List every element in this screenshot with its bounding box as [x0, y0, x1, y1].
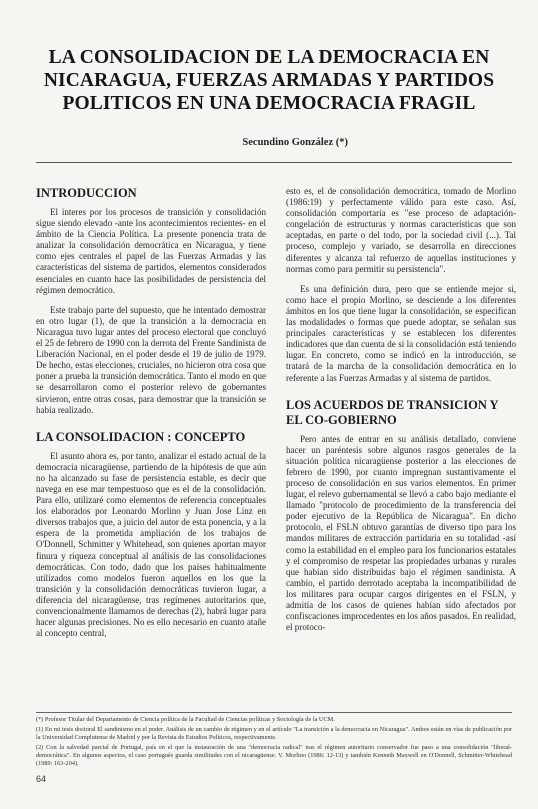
author-line: Secundino González (*): [242, 137, 348, 148]
paragraph: Pero antes de entrar en su análisis detallado, conviene hacer un paréntesis sobre algunos rasgos generales de la situación política nicaragüense posterior a las elecciones de febrero de 1990, por cuanto impregnan sustantivamente el proceso de consolidación en sus varios elementos. En primer lugar, el relevo gubernamental se llevó a cabo bajo mediante el llamado "protocolo de procedimiento de la transferencia del poder ejecutivo de la República de Nicaragua". En dicho protocolo, el FSLN obtuvo garantías de diverso tipo para los mandos militares de extracción partidaria en su totalidad -así como la estabilidad en el empleo para los funcionarios estatales y el compromiso de respetar las propiedades urbanas y rurales que habían sido distribuidas bajo el régimen sandinista. A cambio, el partido derrotado aceptaba la incompatibilidad de los militares para ocupar cargos dirigentes en el FSLN, y admitía de los casos de quienes habían sido afectados por confiscaciones improcedentes en los años pasados. En realidad, el protoco-: [286, 433, 516, 633]
section-heading-introduccion: INTRODUCCION: [36, 186, 137, 200]
footnote-2: (2) Con la salvedad parcial de Portugal, país en el que la instauración de una "democracia radical" tras el régimen autoritario conservador fue paso a una consolidación "liberal-democrática". En algunos aspectos, el caso portugués guarda similitudes con el nicaragüense. V. Morlino (1986: 12-13) y también Kenneth Maxwell en O'Donnell, Schmitter-Whitehead (1989: 163-204).: [36, 743, 512, 767]
footnote-1: (1) En mi tesis doctoral El sandinismo en el poder. Análisis de un cambio de régimen y en el artículo "La transición a la democracia en Nicaragua". Ambos están en vías de publicación por la Universidad Complutense de Madrid y por la Revista de Estudios Políticos, respectivamente.: [36, 725, 512, 741]
footnotes: [36, 716, 512, 769]
paragraph: Es una definición dura, pero que se entiende mejor si, como hace el propio Morlino, se desciende a los diferentes ámbitos en los que tiene lugar la consolidación, se especifican las modalidades o formas que puede adoptar, se señalan sus principales características y se establecen los diferentes indicadores que dan cuenta de si la consolidación está teniendo lugar. En concreto, como se indicó en la introducción, se tratará de la marcha de la consolidación democrática en lo referente a las Fuerzas Armadas y al sistema de partidos.: [286, 283, 516, 383]
section-heading-acuerdos: LOS ACUERDOS DE TRANSICION Y EL CO-GOBIERNO: [286, 397, 499, 427]
right-column: [286, 186, 516, 633]
section-heading-concepto: LA CONSOLIDACION : CONCEPTO: [36, 429, 246, 444]
footnote-author: (*) Profesor Titular del Departamento de Ciencia política de la Facultad de Ciencias políticas y Sociología de la UCM.: [36, 716, 335, 723]
left-column: [36, 186, 266, 639]
paragraph: El interes por los procesos de transición y consolidación sigue siendo elevado -ante los acontecimientos recientes- en el ámbito de la Ciencia Política. La presente ponencia trata de analizar la consolidación democrática en Nicaragua, y tiene como ejes centrales el papel de las Fuerzas Armadas y las características del sistema de partidos, elementos considerados esenciales en cuanto hace las posibilidades de persistencia del régimen democrático.: [36, 207, 266, 295]
footnote-rule: [36, 712, 512, 713]
paragraph: esto es, el de consolidación democrática, tomado de Morlino (1986:19) y perfectamente válido para este caso. Así, consolidación comportaría es "ese proceso de adaptación-congelación de estructuras y normas características que son aceptadas, en parte o del todo, por la sociedad civil (...). Tal proceso, complejo y variado, se desarrolla en direcciones diferentes y alcanza tal refuerzo de aquellas instituciones y normas como para permitir su persistencia".: [286, 186, 516, 274]
paragraph: Este trabajo parte del supuesto, que he intentado demostrar en otro lugar (1), de que la transición a la democracia en Nicaragua tuvo lugar antes del proceso electoral que concluyó el 25 de febrero de 1990 con la derrota del Frente Sandinista de Liberación Nacional, en el poder desde el 19 de julio de 1979. De hecho, estas elecciones, cruciales, no hicieron otra cosa que poner a prueba la transición democrática. Tanto el modo en que se desarrollaron como el posterior relevo de gobernantes sirvieron, entre otras cosas, para demostrar que la transición se había realizado.: [36, 304, 266, 415]
article-title: LA CONSOLIDACION DE LA DEMOCRACIA EN NICARAGUA, FUERZAS ARMADAS Y PARTIDOS POLITICOS EN UNA DEMOCRACIA FRAGIL: [43, 47, 495, 114]
page-number: 64: [36, 774, 47, 784]
header-rule: [36, 162, 512, 163]
paragraph: El asunto ahora es, por tanto, analizar el estado actual de la democracia nicaragüense, partiendo de la hipótesis de que aún no ha alcanzado su fase de persistencia estable, es decir que navega en ese mar tempestuoso que es el de la consolidación. Para ello, utilizaré como elementos de referencia conceptuales los elaborados por Leonardo Morlino y Juan Jose Linz en diversos trabajos que, a juicio del autor de esta ponencia, y a la espera de la prometida ampliación de los trabajos de O'Donnell, Schmitter y Whitehead, son quienes aportan mayor finura y riqueza conceptual al análisis de las consolidaciones democráticas. Con todo, dado que los países habitualmente utilizados como modelos fueron aquellos en los que la transición y la consolidación democráticas tuvieron lugar, a diferencia del nicaragüense, tras regímenes autoritarios que, convencionalmente llamamos de derechas (2), habrá lugar para hacer algunas precisiones. No es ello necesario en cuanto atañe al concepto central,: [36, 450, 266, 639]
